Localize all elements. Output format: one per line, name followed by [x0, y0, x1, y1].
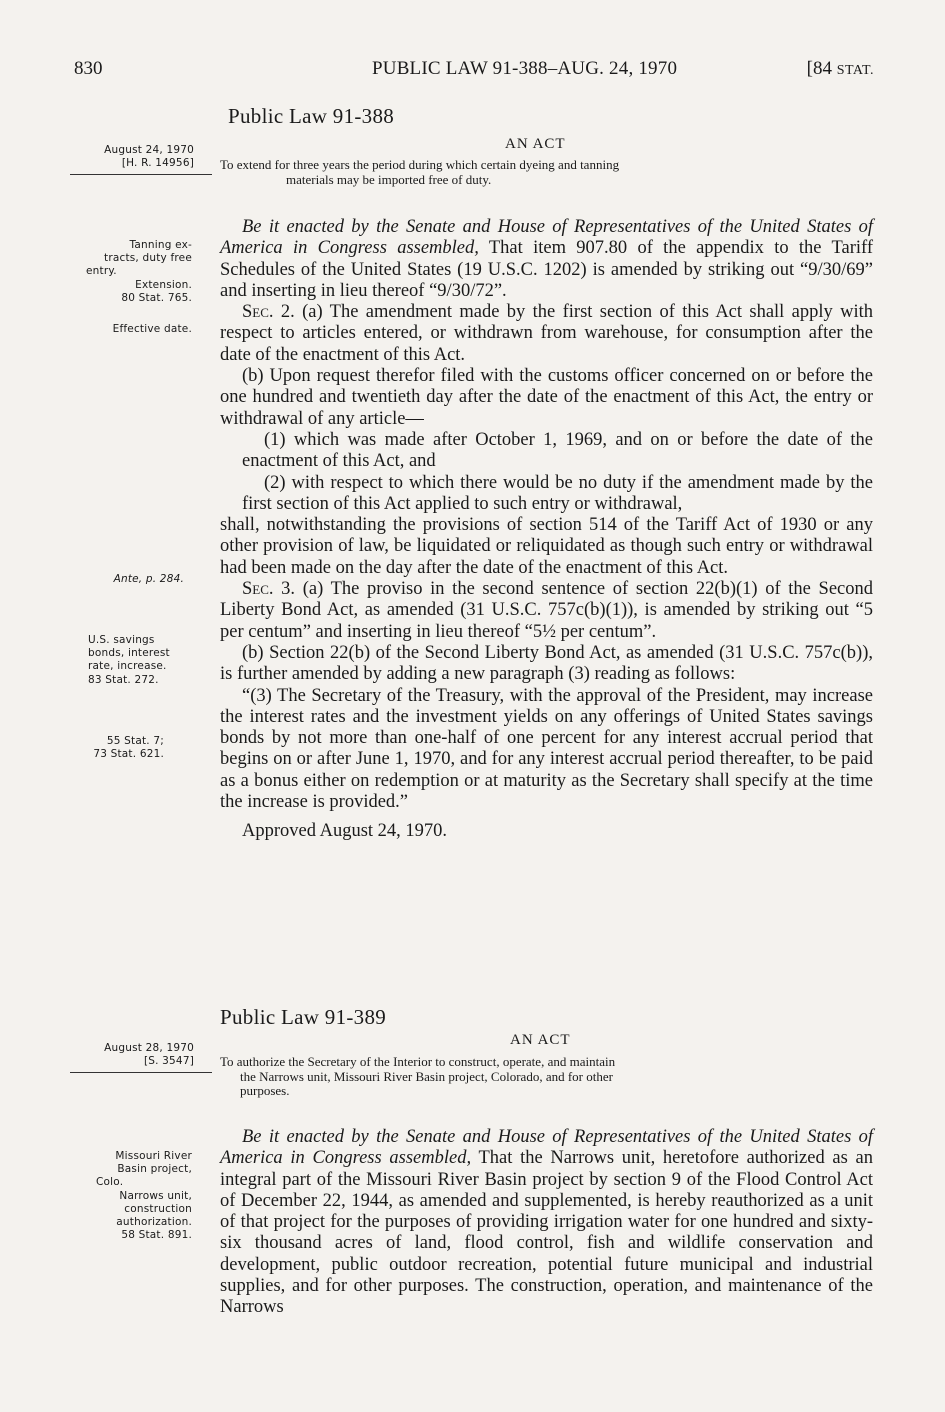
margin-note-line: Tanning ex-	[129, 239, 192, 251]
margin-note-line: 55 Stat. 7;	[106, 735, 164, 747]
law2-enacting-clause	[220, 1127, 873, 1319]
margin-note-line: rate, increase.	[88, 660, 167, 673]
law1-margin-effective: Effective date.	[112, 323, 192, 335]
law1-date-block	[72, 144, 194, 170]
law1-sec3-label: Sec. 3.	[242, 579, 296, 600]
law2-title: Public Law 91-389	[220, 1005, 387, 1029]
margin-note-line: Narrows unit,	[119, 1189, 192, 1202]
margin-note-line: Colo.	[96, 1176, 124, 1189]
margin-note-line: U.S. savings	[88, 634, 155, 646]
law1-sec2-a	[220, 302, 873, 366]
margin-note-line: 80 Stat. 765.	[121, 291, 192, 304]
law1-purpose	[220, 158, 870, 187]
law1-enacting-clause	[220, 217, 873, 302]
law1-sec2-a-text: (a) The amendment made by the first section of this Act shall apply with respect to articles entered, or withdrawn from warehouse, for consumption after the date of the enactment of this Act.	[220, 302, 873, 365]
law2-margin-notes	[70, 1150, 192, 1242]
running-header	[74, 58, 874, 84]
header-title: PUBLIC LAW 91-388–AUG. 24, 1970	[372, 58, 678, 79]
law1-purpose-line2: materials may be imported free of duty.	[286, 171, 492, 187]
header-stat	[807, 58, 874, 80]
law2-enacting-rest: That the Narrows unit, heretofore authorized as an integral part of the Missouri River Basin project by section 9 of the Flood Control Act of December 22, 1944, as amended and supplemented, is hereby reauthorized as a unit of that project for the purposes of providing irrigation water for one hundred and sixty-six thousand acres of land, flood control, fish and wildlife conservation and development, public outdoor recreation, potential future municipal and industrial supplies, and for other purposes. The construction, operation, and maintenance of the Narrows	[220, 1148, 873, 1318]
margin-note-line: tracts, duty free	[104, 252, 192, 265]
law1-sec3-b3: “(3) The Secretary of the Treasury, with the approval of the President, may increase the interest rates and the investment yields on any offerings of United States savings bonds by not more than one-half of one percent for any interest accrual period that begins on or after June 1, 1970, and for any interest accrual period thereafter, to be paid as a bonus either on redemption or at maturity as the Secretary shall specify at the time the increase is provided.”	[220, 685, 873, 813]
margin-note-line: 58 Stat. 891.	[121, 1229, 192, 1242]
margin-note-line: authorization.	[116, 1216, 192, 1229]
law2-purpose-line1: To authorize the Secretary of the Interior to construct, operate, and maintain	[220, 1054, 616, 1069]
law1-body	[220, 217, 873, 843]
page-number: 830	[74, 58, 103, 79]
law1-sec2-b: (b) Upon request therefor filed with the customs officer concerned on or before the one hundred and twentieth day after the date of the enactment of this Act, the entry or withdrawal of any article—	[220, 366, 873, 429]
margin-note-line: bonds, interest	[88, 647, 170, 660]
margin-note-line: Basin project,	[117, 1163, 192, 1176]
law1-sec2-label: Sec. 2.	[242, 302, 295, 323]
law1-sec3-a	[220, 579, 873, 643]
law1-margin-tanning	[70, 239, 192, 305]
law1-sec2-b-end: shall, notwithstanding the provisions of section 514 of the Tariff Act of 1930 or any other provision of law, be liquidated or reliquidated as though such entry or withdrawal had been made on the day after the date of the enactment of this Act.	[220, 515, 873, 578]
header-stat-label: STAT.	[836, 63, 874, 78]
margin-note-line: entry.	[86, 265, 117, 278]
margin-note-line: Missouri River	[115, 1150, 192, 1162]
law2-purpose-line3: purposes.	[240, 1083, 290, 1098]
law2-body	[220, 1127, 873, 1319]
law2-purpose	[220, 1055, 870, 1099]
law1-date: August 24, 1970	[104, 144, 194, 156]
law2-date: August 28, 1970	[104, 1042, 194, 1054]
law1-sec2-b2: (2) with respect to which there would be no duty if the amendment made by the first section of this Act applied to such entry or withdrawal,	[242, 472, 873, 514]
law2-date-block	[72, 1042, 194, 1068]
law2-an-act: AN ACT	[510, 1032, 571, 1048]
law2-enacting-italic: Be it enacted by the Senate and House of Representatives of the United States of America in Congress assembled,	[220, 1127, 873, 1169]
law2-purpose-line2: the Narrows unit, Missouri River Basin project, Colorado, and for other	[240, 1068, 613, 1084]
margin-note-line: Extension.	[135, 278, 192, 291]
law2-bill-number: [S. 3547]	[143, 1055, 194, 1068]
law1-margin-rule	[70, 174, 212, 175]
law1-an-act: AN ACT	[505, 136, 566, 152]
header-stat-prefix: [84	[806, 58, 837, 79]
law1-enacting-italic: Be it enacted by the Senate and House of Representatives of the United States of America in Congress assembled,	[220, 217, 873, 259]
law1-margin-savings	[62, 634, 198, 687]
law1-bill-number: [H. R. 14956]	[121, 157, 194, 170]
law1-approved: Approved August 24, 1970.	[242, 821, 448, 842]
law1-purpose-line1: To extend for three years the period during which certain dyeing and tanning	[220, 157, 620, 172]
law1-sec2-b1: (1) which was made after October 1, 1969, and on or before the date of the enactment of this Act, and	[242, 429, 873, 472]
law1-sec3-a-text: (a) The proviso in the second sentence of section 22(b)(1) of the Second Liberty Bond Act, as amended (31 U.S.C. 757c(b)(1)), is amended by striking out “5 per centum” and inserting in lieu thereof “5½ per centum”.	[220, 579, 873, 642]
law1-title: Public Law 91-388	[228, 104, 395, 128]
margin-note-line: 83 Stat. 272.	[88, 673, 159, 686]
law2-margin-rule	[70, 1072, 212, 1073]
law1-margin-stat55	[42, 735, 164, 761]
law1-enacting-rest: That item 907.80 of the appendix to the Tariff Schedules of the United States (19 U.S.C. 1202) is amended by striking out “9/30/69” and inserting in lieu thereof “9/30/72”.	[220, 238, 873, 301]
margin-note-line: 73 Stat. 621.	[93, 748, 164, 761]
law1-margin-ante: Ante, p. 284.	[113, 573, 184, 585]
margin-note-line: construction	[124, 1202, 192, 1215]
law1-sec3-b: (b) Section 22(b) of the Second Liberty Bond Act, as amended (31 U.S.C. 757c(b)), is further amended by adding a new paragraph (3) reading as follows:	[220, 642, 873, 685]
